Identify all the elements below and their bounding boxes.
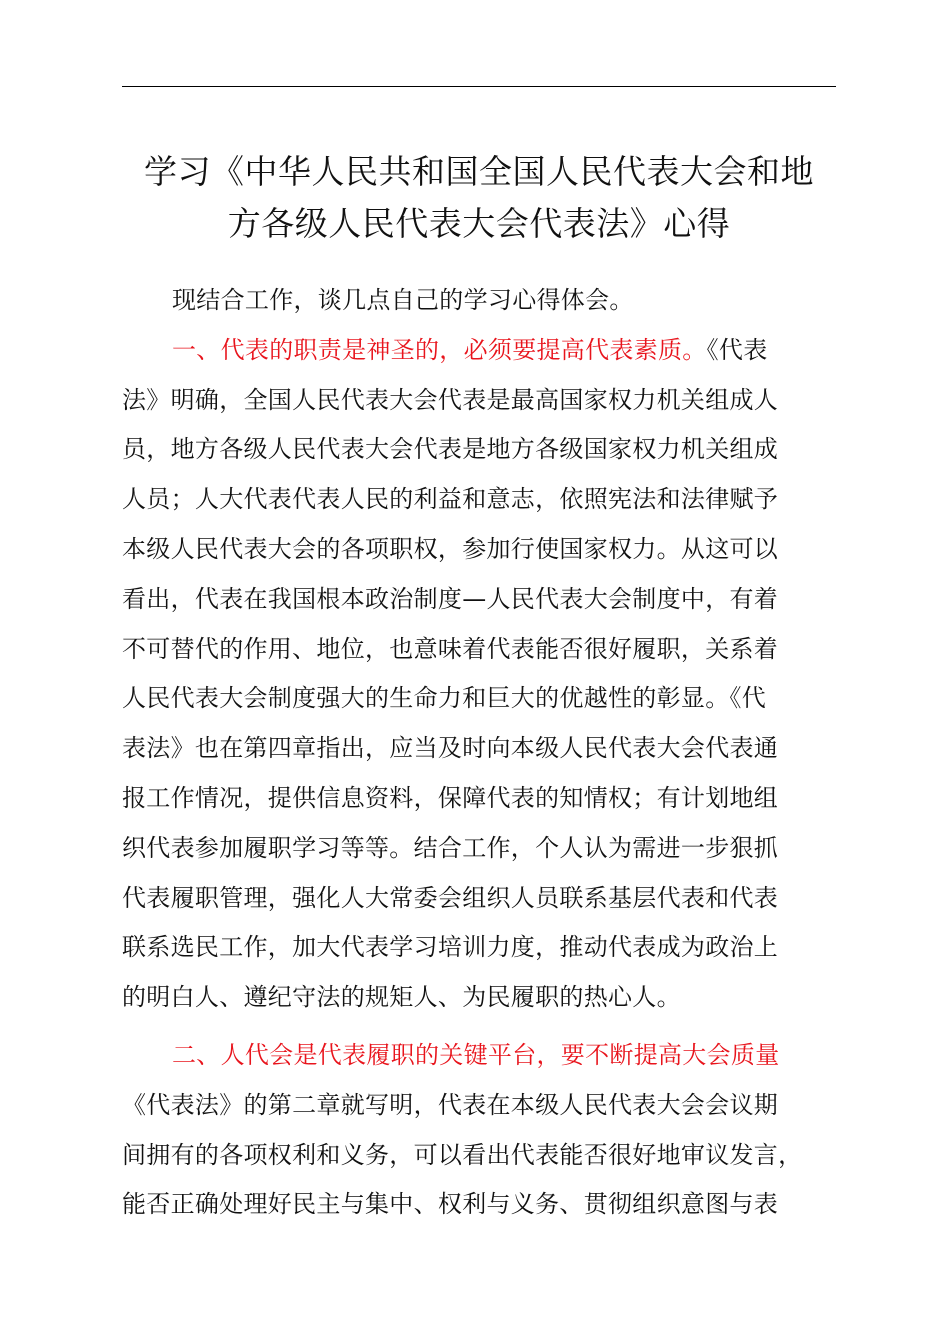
title-line-1: 学习《中华人民共和国全国人民代表大会和地 xyxy=(144,152,814,191)
header-rule xyxy=(122,86,836,87)
body-line: 看出，代表在我国根本政治制度—人民代表大会制度中，有着 xyxy=(122,584,779,613)
body-line: 《代表法》的第二章就写明，代表在本级人民代表大会会议期 xyxy=(122,1090,779,1119)
section-2-heading: 二、人代会是代表履职的关键平台，要不断提高大会质量 xyxy=(172,1040,780,1069)
body-line: 能否正确处理好民主与集中、权利与义务、贯彻组织意图与表 xyxy=(122,1190,779,1219)
section-1-first-line xyxy=(122,326,842,376)
body-line: 间拥有的各项权利和义务，可以看出代表能否很好地审议发言， xyxy=(122,1140,803,1169)
section-1-first-line-rest: 《代表 xyxy=(706,335,768,364)
body-line: 联系选民工作，加大代表学习培训力度，推动代表成为政治上 xyxy=(122,933,779,962)
body-line: 员，地方各级人民代表大会代表是地方各级国家权力机关组成 xyxy=(122,435,779,464)
section-1-heading: 一、代表的职责是神圣的，必须要提高代表素质。 xyxy=(172,335,707,364)
body-line: 人员；人大代表代表人民的利益和意志，依照宪法和法律赋予 xyxy=(122,485,779,514)
document-title xyxy=(122,146,836,250)
body-line: 报工作情况，提供信息资料，保障代表的知情权；有计划地组 xyxy=(122,783,779,812)
body-line: 不可替代的作用、地位，也意味着代表能否很好履职，关系着 xyxy=(122,634,779,663)
document-body xyxy=(122,276,842,1230)
body-line: 代表履职管理，强化人大常委会组织人员联系基层代表和代表 xyxy=(122,883,779,912)
intro-paragraph: 现结合工作，谈几点自己的学习心得体会。 xyxy=(172,286,634,314)
body-line: 人民代表大会制度强大的生命力和巨大的优越性的彰显。《代 xyxy=(122,684,767,713)
body-line: 本级人民代表大会的各项职权，参加行使国家权力。从这可以 xyxy=(122,534,779,563)
title-line-2: 方各级人民代表大会代表法》心得 xyxy=(227,204,731,243)
body-line: 法》明确，全国人民代表大会代表是最高国家权力机关组成人 xyxy=(122,385,779,414)
section-2-first-line xyxy=(122,1031,842,1081)
body-line: 表法》也在第四章指出，应当及时向本级人民代表大会代表通 xyxy=(122,734,779,763)
paragraph-gap xyxy=(122,1023,842,1031)
body-line: 织代表参加履职学习等等。结合工作，个人认为需进一步狠抓 xyxy=(122,833,779,862)
body-line: 的明白人、遵纪守法的规矩人、为民履职的热心人。 xyxy=(122,983,681,1012)
